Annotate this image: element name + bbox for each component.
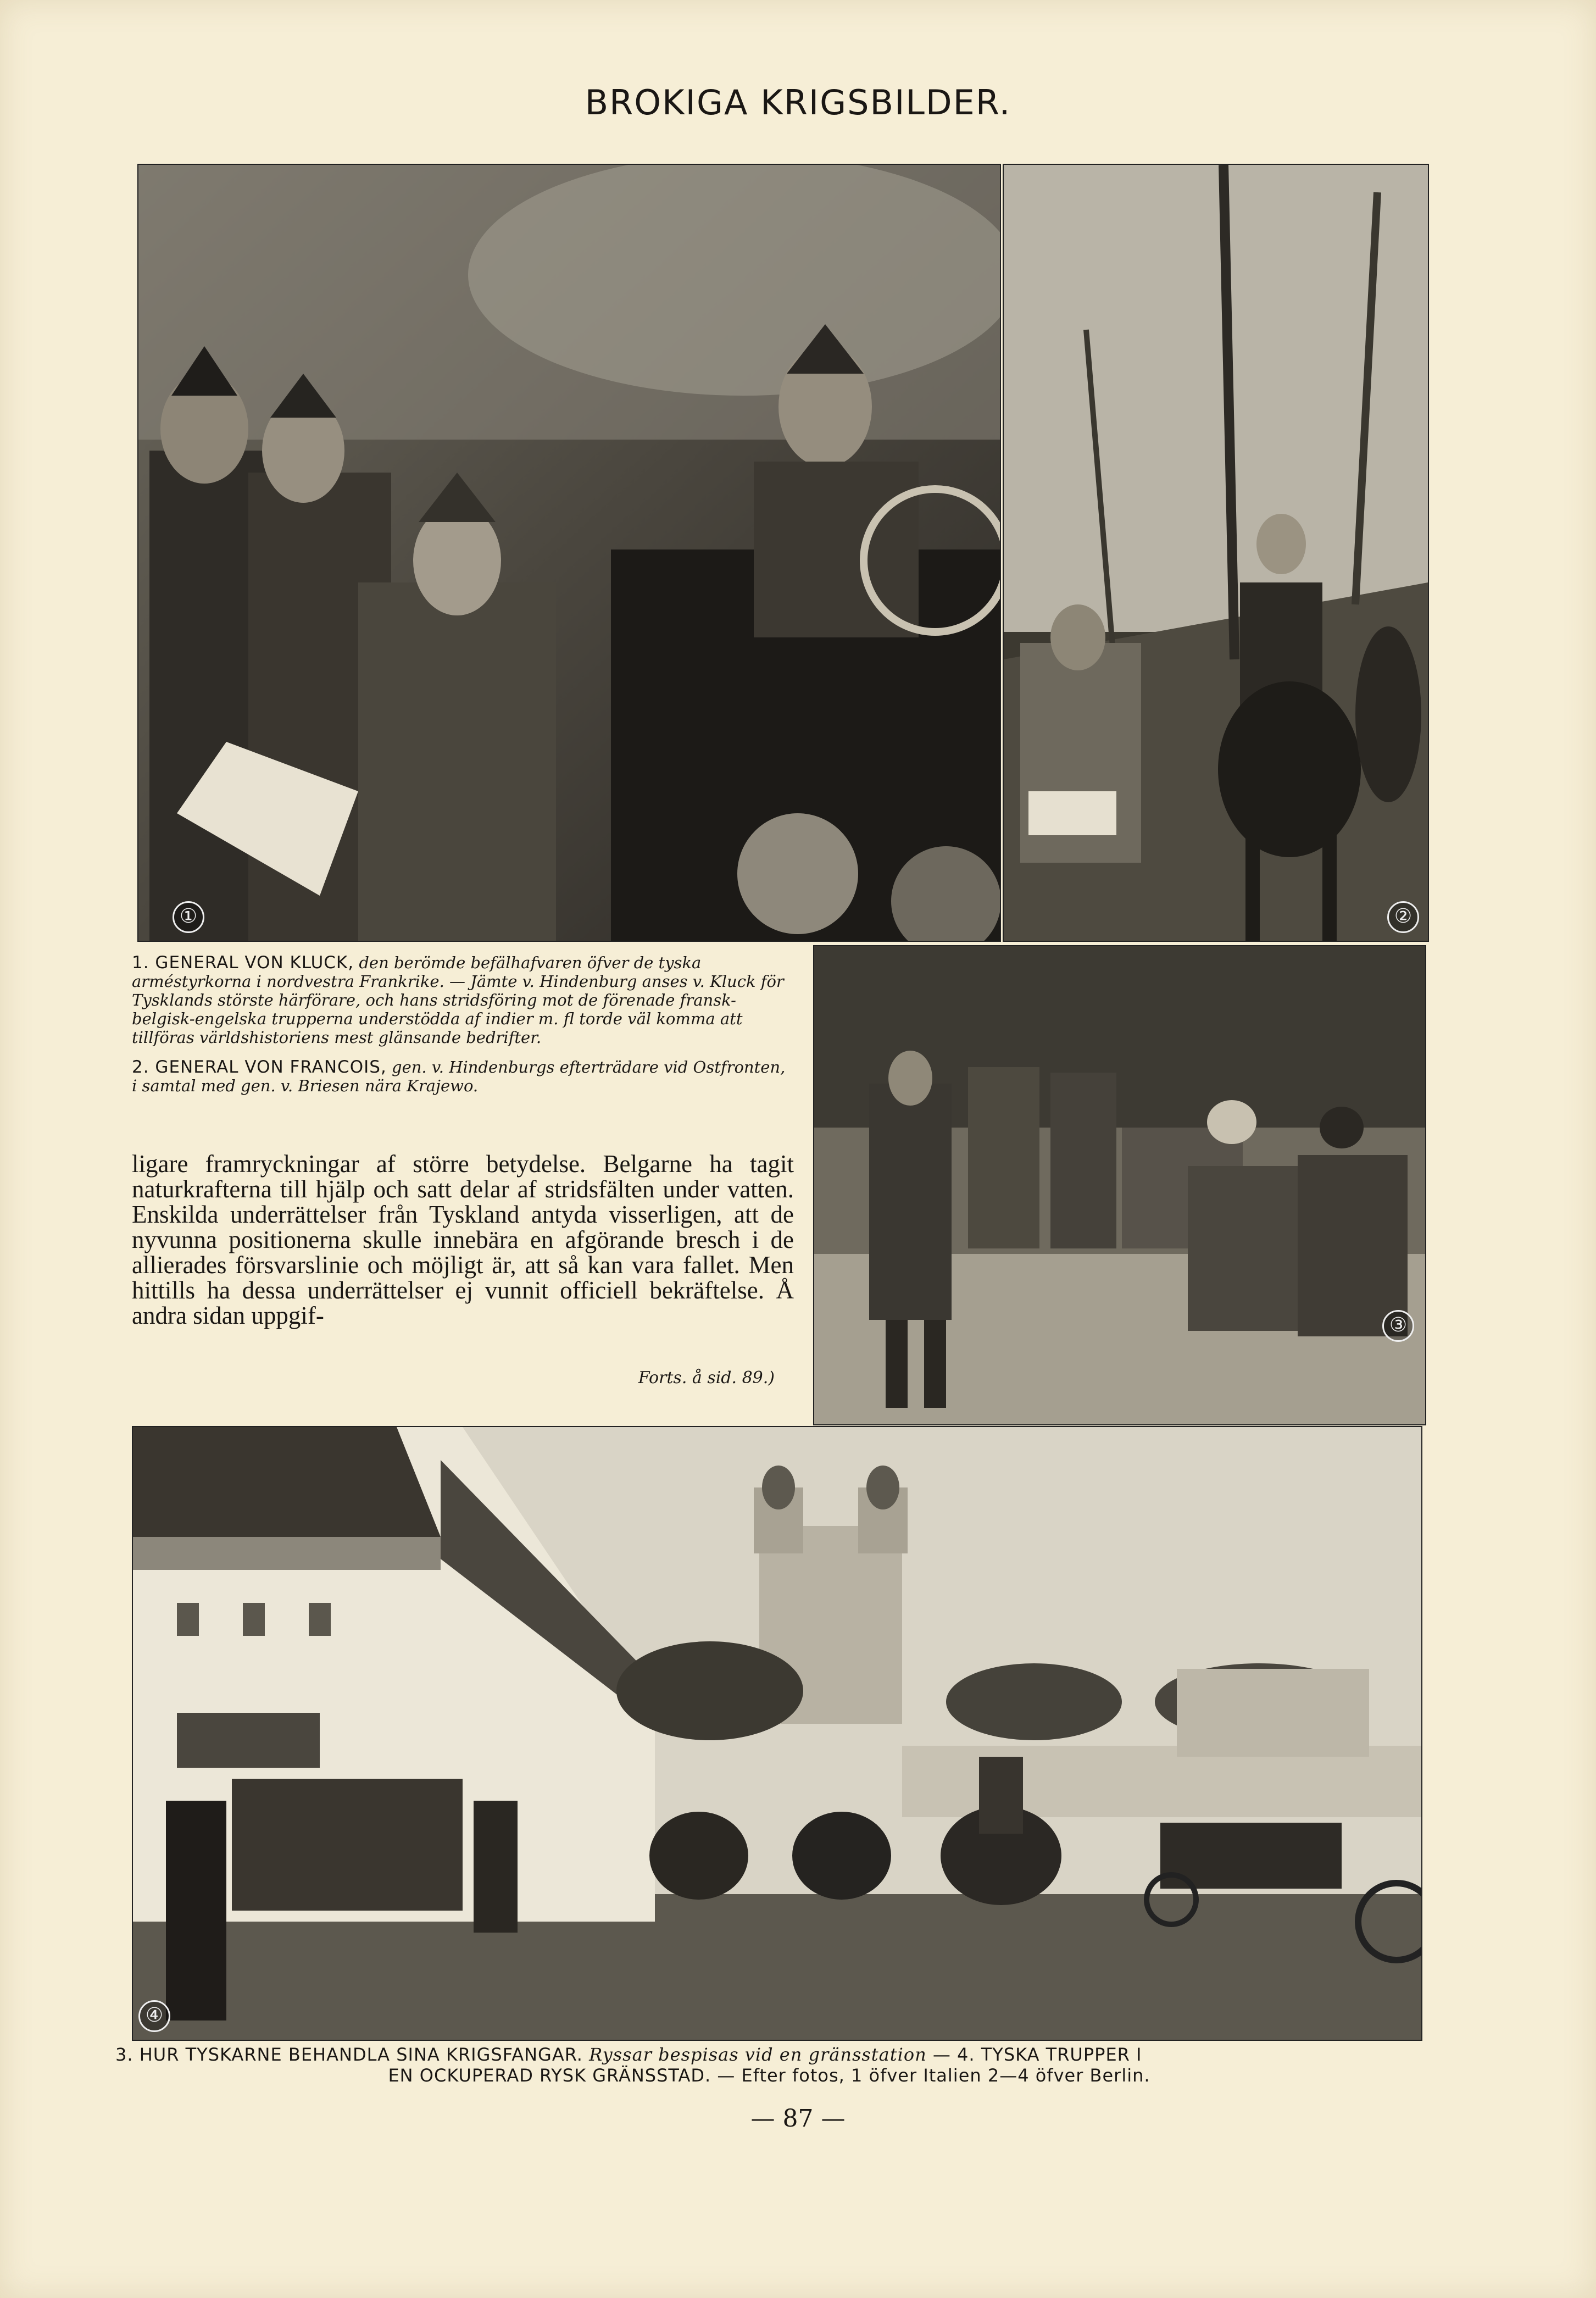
bottom-caption-line-1 [115, 2044, 1423, 2065]
caption-2-text: gen. v. Hindenburgs efterträdare vid Ostfronten, i samtal med gen. v. Briesen nära Krajewo. [132, 1058, 786, 1095]
photo-number-badge: ③ [1382, 1310, 1414, 1342]
photo-3-prisoners-fed [813, 945, 1426, 1425]
article-body-text: ligare framryckningar af större betydelse. Belgarne ha tagit naturkrafterna till hjälp och satt delar af stridsfälten under vatten. Enskilda underrättelser från Tyskland antyda visserligen, att de nyvunna positionerna skulle innebära en afgörande bresch i de allierades försvarslinie och möjligt är, att så kan vara fallet. Men hittills ha dessa underrättelser ej vunnit officiell bekräftelse. Å andra sidan uppgif- [132, 1150, 794, 1329]
photo-number-badge: ② [1387, 901, 1419, 933]
caption-4-lead: — 4. TYSKA TRUPPER I [932, 2044, 1142, 2065]
photo-captions [132, 953, 791, 1106]
photo-2-general-horseback [1003, 164, 1429, 942]
photo-2-image [1004, 165, 1428, 941]
photo-number-badge: ① [173, 901, 204, 933]
photo-1-generals-car [137, 164, 1001, 942]
caption-1-lead: 1. GENERAL VON KLUCK, [132, 953, 354, 973]
caption-item-2 [132, 1058, 791, 1095]
page-number: — 87 — [750, 2105, 846, 2133]
bottom-caption-line-2: EN OCKUPERAD RYSK GRÄNSSTAD. — Efter fotos, 1 öfver Italien 2—4 öfver Berlin. [388, 2065, 1150, 2086]
caption-3-lead: 3. HUR TYSKARNE BEHANDLA SINA KRIGSFANGAR. [115, 2044, 583, 2065]
photo-1-image [138, 165, 1000, 941]
continuation-note: Forts. å sid. 89.) [638, 1368, 775, 1387]
caption-2-lead: 2. GENERAL VON FRANCOIS, [132, 1057, 387, 1077]
caption-3-italic: Ryssar bespisas vid en gränsstation [589, 2044, 927, 2065]
page-title: BROKIGA KRIGSBILDER. [585, 82, 1011, 123]
caption-1-text: den berömde befälhafvaren öfver de tyska arméstyrkorna i nordvestra Frankrike. — Jämte v. Hindenburg anses v. Kluck för Tysklands störste härförare, och hans stridsföring mot de förenade fransk-belgisk-engelska trupperna understödda af indier m. fl torde väl komma att tillföras världshistoriens mest glänsande bedrifter. [132, 953, 784, 1047]
bottom-caption [115, 2044, 1423, 2086]
photo-4-occupied-town [132, 1426, 1422, 2041]
photo-4-image [133, 1427, 1421, 2040]
caption-item-1 [132, 953, 791, 1047]
photo-3-image [814, 946, 1425, 1424]
photo-number-badge: ④ [138, 2000, 170, 2032]
